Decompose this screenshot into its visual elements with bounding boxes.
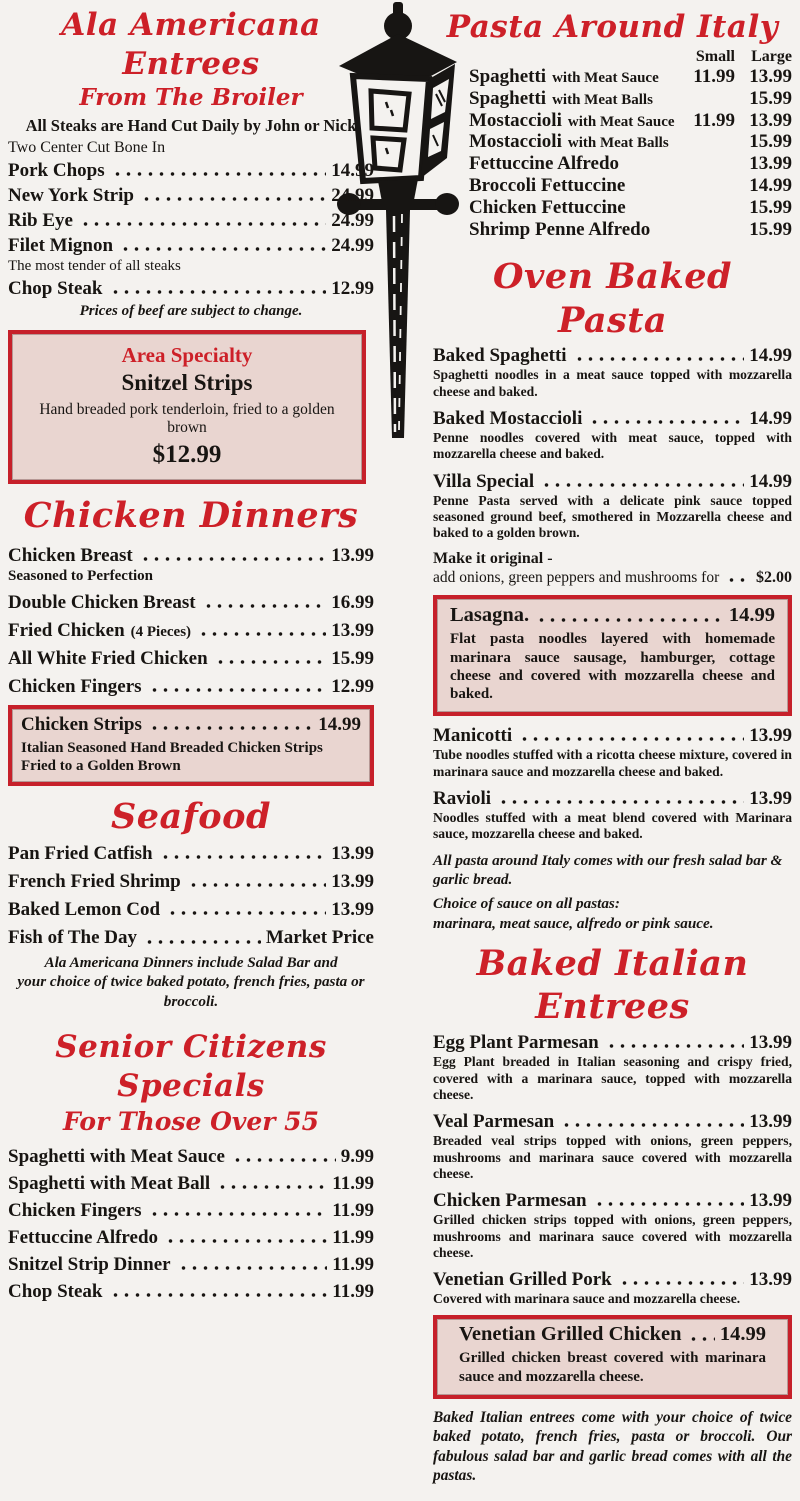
item-price: 14.99: [749, 345, 792, 367]
menu-item: [433, 788, 792, 843]
baked-italian-footnote: Baked Italian entrees come with your choice of twice baked potato, french fries, pasta or broccoli. Our fabulous salad bar and garlic bread comes with all the pastas.: [433, 1408, 792, 1485]
item-price-large: 15.99: [749, 131, 792, 153]
menu-item: [433, 1111, 792, 1182]
item-name: Lasagna.: [450, 604, 530, 627]
column-header-small: Small: [695, 47, 735, 65]
pasta-note-salad-bar: All pasta around Italy comes with our fresh salad bar & garlic bread.: [433, 851, 783, 889]
item-price-large: 15.99: [749, 87, 792, 109]
item-name: Manicotti: [433, 725, 513, 747]
item-desc: Flat pasta noodles layered with homemade marinara sauce sausage, hamburger, cottage cheese and covered with mozzarella cheese and baked.: [450, 631, 775, 703]
item-desc: Egg Plant breaded in Italian seasoning and crispy fried, covered with a marinara sauce, topped with mozzarella cheese.: [433, 1054, 792, 1102]
pasta-item-row: [433, 89, 792, 110]
menu-item-row: [8, 1146, 374, 1168]
item-name: Venetian Grilled Chicken: [459, 1323, 682, 1346]
pasta-item-row: [433, 132, 792, 153]
dot-leader: [196, 620, 326, 642]
section-title-ala-americana: Ala Americana Entrees: [61, 7, 321, 82]
beef-price-footnote: Prices of beef are subject to change.: [79, 303, 303, 320]
menu-item-row: [433, 788, 792, 810]
item-desc: Grilled chicken breast covered with marinara sauce and mozzarella cheese.: [459, 1350, 766, 1385]
pasta-item-row: [433, 154, 792, 175]
menu-item: [433, 1190, 792, 1261]
menu-item-row: [433, 1190, 792, 1212]
menu-item-row: [433, 1111, 792, 1133]
item-name-sub: with Meat Sauce: [567, 113, 675, 130]
item-price: 24.99: [331, 184, 374, 206]
item-price: 14.99: [749, 408, 792, 430]
item-price: 13.99: [331, 544, 374, 566]
item-price-small: 11.99: [693, 109, 735, 131]
dot-leader: [617, 1269, 745, 1291]
item-note: Seasoned to Perfection: [8, 567, 153, 584]
menu-item: [433, 471, 792, 542]
item-name: Chop Steak: [8, 1281, 103, 1303]
item-price: 13.99: [749, 1190, 792, 1212]
item-name: Spaghetti: [469, 65, 547, 87]
item-name: Fish of The Day: [8, 927, 137, 949]
menu-item-row: [8, 160, 374, 182]
item-name: Baked Mostaccioli: [433, 408, 583, 430]
item-desc: Spaghetti noodles in a meat sauce topped with mozzarella cheese and baked.: [433, 367, 792, 399]
section-subtitle-over-55: For Those Over 55: [63, 1107, 319, 1137]
dot-leader: [108, 1281, 328, 1303]
item-name: Mostaccioli: [469, 109, 562, 131]
dot-leader: [118, 235, 326, 257]
menu-item: [433, 1032, 792, 1103]
dot-leader: [686, 1323, 714, 1347]
item-price-large: 15.99: [749, 218, 792, 240]
item-price: 24.99: [331, 210, 374, 231]
item-price-large: 13.99: [749, 109, 792, 131]
item-price: 16.99: [331, 591, 374, 613]
menu-item-row: [450, 604, 775, 628]
menu-item-row: [433, 725, 792, 747]
menu-item-row: [8, 843, 374, 865]
item-name: Snitzel Strip Dinner: [8, 1254, 171, 1276]
item-name: Egg Plant Parmesan: [433, 1032, 599, 1054]
area-specialty-box: [8, 330, 366, 484]
dot-leader: [139, 185, 326, 207]
item-price-large: 14.99: [749, 175, 792, 197]
left-column: [8, 0, 374, 1306]
dot-leader: [138, 545, 327, 567]
item-name: Fettuccine Alfredo: [8, 1227, 159, 1249]
dot-leader: [158, 843, 327, 865]
item-name-sub: with Meat Balls: [552, 91, 653, 108]
menu-item-row: [8, 278, 374, 300]
dot-leader: [587, 408, 744, 430]
dot-leader: [534, 604, 724, 628]
dot-leader: [186, 871, 326, 893]
item-price: 13.99: [749, 1111, 792, 1133]
item-price: 13.99: [331, 871, 374, 893]
menu-item-row: [8, 1281, 374, 1303]
item-name: Pork Chops: [8, 159, 105, 181]
item-price: 11.99: [332, 1173, 374, 1195]
item-price-small: 11.99: [693, 65, 735, 87]
menu-item-row: [8, 676, 374, 698]
dot-leader: [592, 1190, 745, 1212]
item-name: Baked Spaghetti: [433, 345, 567, 367]
menu-item-row: [8, 210, 374, 232]
dot-leader: [517, 725, 744, 747]
menu-item-row: [8, 185, 374, 207]
menu-item-row: [459, 1323, 766, 1347]
menu-item: [433, 1269, 792, 1307]
pasta-note-sauce-list: marinara, meat sauce, alfredo or pink sauce.: [433, 914, 714, 932]
menu-item-row: [8, 927, 374, 949]
dot-leader: [559, 1111, 744, 1133]
dot-leader: [572, 345, 745, 367]
item-name: Rib Eye: [8, 210, 73, 231]
item-price-large: 13.99: [749, 153, 792, 175]
dot-leader: [78, 210, 326, 232]
item-price: 13.99: [749, 1269, 792, 1291]
menu-item-row: [433, 408, 792, 430]
dot-leader: [604, 1032, 745, 1054]
make-it-original-row: [433, 568, 792, 589]
item-name: Chicken Parmesan: [433, 1190, 587, 1212]
item-price: Market Price: [265, 927, 374, 949]
menu-item-row: [21, 714, 361, 736]
item-price: 13.99: [749, 1032, 792, 1054]
item-name-sub: (4 Pieces): [130, 623, 192, 640]
item-name: Villa Special: [433, 470, 535, 492]
dot-leader: [176, 1254, 328, 1276]
venetian-grilled-chicken-box: [433, 1315, 792, 1398]
item-price: 13.99: [331, 619, 374, 641]
item-price-large: 13.99: [749, 65, 792, 87]
section-title-pasta-around-italy: Pasta Around Italy: [446, 9, 779, 45]
menu-item-row: [8, 648, 374, 670]
steaks-note: All Steaks are Hand Cut Daily by John or Nick: [25, 115, 357, 135]
menu-item-row: [8, 1200, 374, 1222]
dot-leader: [724, 568, 751, 589]
item-price: 14.99: [331, 159, 374, 181]
menu-item-row: [433, 345, 792, 367]
item-name: Chicken Breast: [8, 544, 133, 566]
item-name: Broccoli Fettuccine: [469, 175, 626, 197]
dot-leader: [110, 160, 327, 182]
menu-item-row: [8, 592, 374, 614]
dot-leader: [163, 1227, 327, 1249]
item-price: 13.99: [749, 788, 792, 810]
item-name: Chicken Fingers: [8, 1200, 142, 1222]
specialty-item-price: $12.99: [152, 441, 222, 469]
item-name: All White Fried Chicken: [8, 647, 208, 669]
menu-item-row: [8, 1254, 374, 1276]
menu-item-row: [8, 235, 374, 257]
item-name-sub: with Meat Balls: [567, 135, 669, 152]
item-desc: Noodles stuffed with a meat blend covered with Marinara sauce, mozzarella cheese and baked.: [433, 810, 792, 842]
item-name: Baked Lemon Cod: [8, 899, 161, 921]
item-price: 14.99: [749, 470, 792, 492]
section-title-oven-baked-pasta: Oven Baked Pasta: [493, 255, 732, 341]
menu-item-row: [433, 1032, 792, 1054]
pasta-price-columns-header: [433, 49, 792, 65]
make-it-original-label: Make it original -: [433, 549, 553, 567]
item-name: Double Chicken Breast: [8, 591, 196, 613]
dot-leader: [147, 676, 327, 698]
item-price: 9.99: [340, 1146, 374, 1167]
item-price: 13.99: [331, 843, 374, 865]
item-name: Shrimp Penne Alfredo: [469, 218, 651, 240]
pasta-item-row: [433, 67, 792, 88]
dot-leader: [165, 899, 326, 921]
item-name: Ravioli: [433, 788, 492, 810]
item-desc: Penne noodles covered with meat sauce, topped with mozzarella cheese and baked.: [433, 430, 792, 462]
pasta-item-row: [433, 111, 792, 132]
make-it-original-price: $2.00: [756, 568, 792, 586]
item-price: 14.99: [719, 1323, 766, 1346]
item-name: Veal Parmesan: [433, 1111, 555, 1133]
item-name: Spaghetti with Meat Ball: [8, 1173, 211, 1195]
item-price: 13.99: [749, 725, 792, 747]
section-title-baked-italian-entrees: Baked Italian Entrees: [476, 942, 749, 1028]
menu-item-row: [8, 1227, 374, 1249]
right-column: [433, 0, 792, 1501]
item-name: New York Strip: [8, 184, 134, 206]
item-desc: Tube noodles stuffed with a ricotta cheese mixture, covered in marinara sauce and mozzarella cheese and baked.: [433, 747, 792, 779]
dot-leader: [496, 788, 744, 810]
item-desc: Italian Seasoned Hand Breaded Chicken Strips Fried to a Golden Brown: [21, 740, 323, 775]
item-name: Spaghetti: [469, 87, 547, 109]
dot-leader: [215, 1173, 327, 1195]
specialty-item-desc: Hand breaded pork tenderloin, fried to a golden brown: [39, 401, 335, 437]
menu-item-row: [8, 620, 374, 642]
item-name-sub: with Meat Sauce: [552, 69, 659, 86]
bone-in-note: Two Center Cut Bone In: [8, 138, 166, 156]
item-name: Fried Chicken: [8, 619, 125, 641]
item-price: 14.99: [318, 714, 361, 735]
column-header-large: Large: [751, 47, 792, 65]
dot-leader: [142, 927, 261, 949]
dinners-footnote-line1: Ala Americana Dinners include Salad Bar and: [44, 953, 338, 971]
menu-item: [433, 408, 792, 463]
menu-item: [433, 345, 792, 400]
dot-leader: [230, 1146, 336, 1168]
chicken-strips-box: [8, 705, 374, 786]
item-desc: Breaded veal strips topped with onions, green peppers, mushrooms and marinara sauce covered with mozzarella cheese.: [433, 1133, 792, 1181]
menu-item-row: [8, 871, 374, 893]
menu-item-row: [433, 471, 792, 493]
dot-leader: [539, 471, 744, 493]
item-price: 15.99: [331, 647, 374, 669]
item-name: Chop Steak: [8, 278, 103, 300]
item-price: 11.99: [332, 1254, 374, 1276]
section-title-chicken-dinners: Chicken Dinners: [23, 495, 359, 537]
item-name: French Fried Shrimp: [8, 871, 181, 893]
dot-leader: [147, 1200, 328, 1222]
item-price: 12.99: [331, 675, 374, 697]
dinners-footnote-line2: your choice of twice baked potato, french fries, pasta or broccoli.: [17, 973, 365, 1010]
section-subtitle-from-the-broiler: From The Broiler: [79, 83, 303, 111]
menu-item-row: [8, 545, 374, 567]
item-name: Chicken Fettuccine: [469, 197, 626, 219]
pasta-note-sauce-choice: Choice of sauce on all pastas:: [433, 895, 620, 913]
item-name: Mostaccioli: [469, 131, 562, 153]
menu-item: [433, 725, 792, 780]
dot-leader: [213, 648, 327, 670]
item-price: 11.99: [332, 1227, 374, 1249]
dot-leader: [147, 714, 313, 736]
item-price: 12.99: [331, 278, 374, 300]
item-price: 14.99: [728, 604, 775, 627]
item-note: The most tender of all steaks: [8, 258, 181, 275]
item-name: Pan Fried Catfish: [8, 843, 153, 865]
item-price: 24.99: [331, 235, 374, 257]
section-title-senior-specials: Senior Citizens Specials: [55, 1028, 327, 1104]
item-name: Chicken Strips: [21, 714, 142, 735]
item-desc: Grilled chicken strips topped with onions, green peppers, mushrooms and marinara sauce covered with mozzarella cheese.: [433, 1212, 792, 1260]
item-name: Chicken Fingers: [8, 675, 142, 697]
specialty-box-title: Area Specialty: [121, 343, 253, 368]
menu-item-row: [8, 1173, 374, 1195]
dot-leader: [201, 592, 327, 614]
pasta-item-row: [433, 220, 792, 241]
lasagna-box: [433, 595, 792, 716]
pasta-item-row: [433, 176, 792, 197]
dot-leader: [108, 278, 327, 300]
pasta-item-row: [433, 198, 792, 219]
make-it-original-text: add onions, green peppers and mushrooms for: [433, 568, 720, 586]
item-price: 13.99: [331, 899, 374, 921]
menu-item-row: [433, 1269, 792, 1291]
specialty-item-name: Snitzel Strips: [121, 370, 253, 396]
item-price-large: 15.99: [749, 197, 792, 219]
item-desc: Covered with marinara sauce and mozzarella cheese.: [433, 1291, 741, 1307]
item-price: 11.99: [332, 1200, 374, 1222]
item-desc: Penne Pasta served with a delicate pink sauce topped seasoned ground beef, smothered in Mozzarella cheese and baked to a golden brown.: [433, 492, 792, 541]
menu-item-row: [8, 899, 374, 921]
item-name: Spaghetti with Meat Sauce: [8, 1146, 225, 1167]
item-name: Filet Mignon: [8, 235, 114, 257]
item-price: 11.99: [332, 1281, 374, 1303]
item-name: Fettuccine Alfredo: [469, 153, 620, 175]
item-name: Venetian Grilled Pork: [433, 1269, 612, 1291]
section-title-seafood: Seafood: [111, 795, 271, 837]
